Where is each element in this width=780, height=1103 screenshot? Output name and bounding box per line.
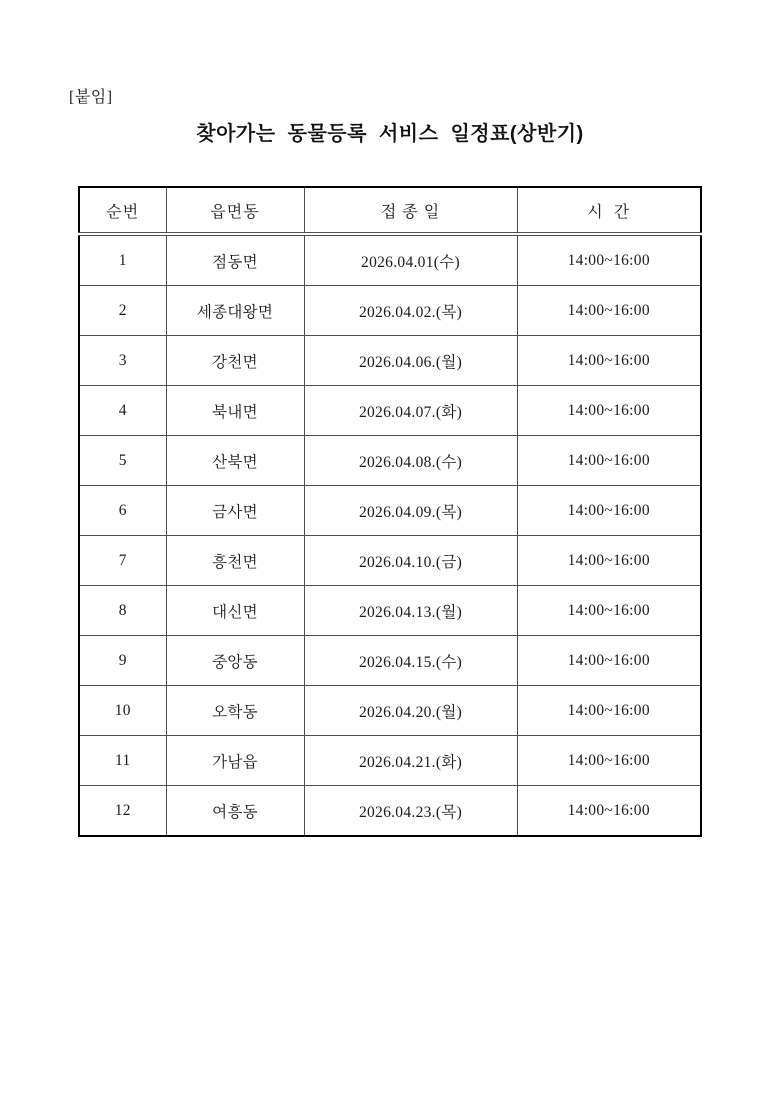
cell-district: 세종대왕면 (166, 286, 304, 336)
table-row (79, 736, 701, 786)
cell-date: 2026.04.21.(화) (304, 736, 517, 786)
cell-no: 1 (79, 234, 166, 286)
cell-date: 2026.04.15.(수) (304, 636, 517, 686)
cell-time: 14:00~16:00 (517, 736, 701, 786)
cell-date: 2026.04.20.(월) (304, 686, 517, 736)
header-no: 순번 (79, 187, 166, 234)
cell-no: 6 (79, 486, 166, 536)
cell-time: 14:00~16:00 (517, 636, 701, 686)
table-row (79, 486, 701, 536)
cell-no: 8 (79, 586, 166, 636)
page-title: 찾아가는 동물등록 서비스 일정표(상반기) (196, 123, 584, 145)
cell-date: 2026.04.23.(목) (304, 786, 517, 837)
table-row (79, 586, 701, 636)
cell-no: 2 (79, 286, 166, 336)
table-row (79, 286, 701, 336)
cell-no: 7 (79, 536, 166, 586)
cell-no: 11 (79, 736, 166, 786)
cell-time: 14:00~16:00 (517, 234, 701, 286)
cell-no: 5 (79, 436, 166, 486)
cell-date: 2026.04.01(수) (304, 234, 517, 286)
header-date: 접 종 일 (304, 187, 517, 234)
cell-district: 산북면 (166, 436, 304, 486)
schedule-table (78, 186, 702, 837)
cell-district: 금사면 (166, 486, 304, 536)
cell-date: 2026.04.02.(목) (304, 286, 517, 336)
cell-date: 2026.04.10.(금) (304, 536, 517, 586)
cell-date: 2026.04.06.(월) (304, 336, 517, 386)
cell-date: 2026.04.09.(목) (304, 486, 517, 536)
table-row (79, 636, 701, 686)
cell-date: 2026.04.13.(월) (304, 586, 517, 636)
cell-district: 여흥동 (166, 786, 304, 837)
table-row (79, 686, 701, 736)
header-time: 시 간 (517, 187, 701, 234)
cell-time: 14:00~16:00 (517, 686, 701, 736)
cell-time: 14:00~16:00 (517, 286, 701, 336)
table-row (79, 536, 701, 586)
cell-no: 10 (79, 686, 166, 736)
cell-district: 중앙동 (166, 636, 304, 686)
cell-district: 북내면 (166, 386, 304, 436)
cell-district: 오학동 (166, 686, 304, 736)
cell-time: 14:00~16:00 (517, 536, 701, 586)
header-district: 읍면동 (166, 187, 304, 234)
cell-no: 12 (79, 786, 166, 837)
cell-no: 9 (79, 636, 166, 686)
cell-time: 14:00~16:00 (517, 786, 701, 837)
cell-district: 대신면 (166, 586, 304, 636)
cell-district: 강천면 (166, 336, 304, 386)
cell-district: 흥천면 (166, 536, 304, 586)
cell-time: 14:00~16:00 (517, 436, 701, 486)
cell-time: 14:00~16:00 (517, 586, 701, 636)
table-row (79, 234, 701, 286)
table-row (79, 386, 701, 436)
cell-date: 2026.04.08.(수) (304, 436, 517, 486)
cell-time: 14:00~16:00 (517, 386, 701, 436)
table-header-row (79, 187, 701, 234)
cell-date: 2026.04.07.(화) (304, 386, 517, 436)
cell-district: 점동면 (166, 234, 304, 286)
cell-no: 4 (79, 386, 166, 436)
cell-time: 14:00~16:00 (517, 486, 701, 536)
cell-no: 3 (79, 336, 166, 386)
table-row (79, 336, 701, 386)
cell-time: 14:00~16:00 (517, 336, 701, 386)
table-row (79, 436, 701, 486)
table-row (79, 786, 701, 837)
attachment-label: [붙임] (69, 89, 113, 106)
cell-district: 가남읍 (166, 736, 304, 786)
